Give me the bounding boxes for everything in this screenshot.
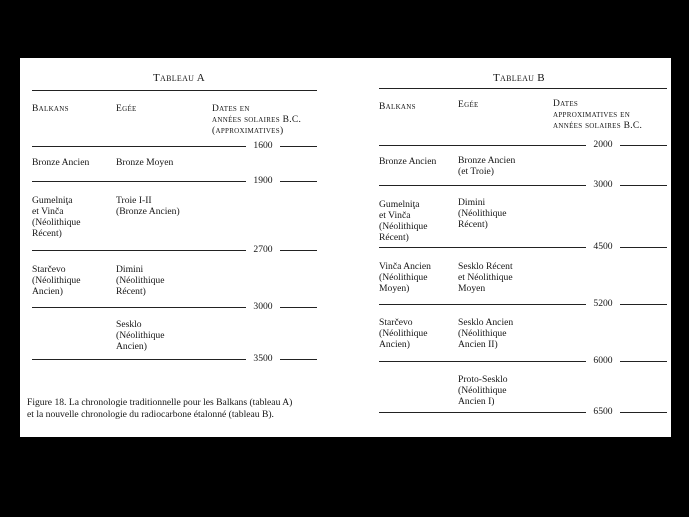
- table-a-date: 1600: [246, 140, 280, 151]
- table-b-row4-egee: Sesklo Ancien (Néolithique Ancien II): [458, 317, 514, 350]
- table-b-row1-egee: Bronze Ancien (et Troie): [458, 155, 516, 177]
- table-a-date: 2700: [246, 244, 280, 255]
- table-a-header-balkans: Balkans: [32, 104, 69, 114]
- document-page: [20, 58, 671, 437]
- table-a-date: 3000: [246, 301, 280, 312]
- table-a-row2-egee: Troie I-II (Bronze Ancien): [116, 195, 180, 217]
- table-b-header-balkans: Balkans: [379, 102, 416, 112]
- table-b-row3-egee: Sesklo Récent et Néolithique Moyen: [458, 261, 513, 294]
- table-a-row2-balkans: Gumelniţa et Vinča (Néolithique Récent): [32, 195, 81, 239]
- table-a-row1-egee: Bronze Moyen: [116, 157, 174, 168]
- table-b-row4-balkans: Starčevo (Néolithique Ancien): [379, 317, 428, 350]
- table-b-row5-egee: Proto-Sesklo (Néolithique Ancien I): [458, 374, 508, 407]
- table-b-date: 4500: [586, 241, 620, 252]
- table-b-date: 6000: [586, 355, 620, 366]
- table-a-top-rule: [32, 90, 317, 91]
- table-b-row2-balkans: Gumelniţa et Vinča (Néolithique Récent): [379, 199, 428, 243]
- table-b-date: 6500: [586, 406, 620, 417]
- table-a-row3-balkans: Starčevo (Néolithique Ancien): [32, 264, 81, 297]
- table-b-date: 5200: [586, 298, 620, 309]
- table-b-date-rule: [379, 247, 667, 248]
- table-a-date: 3500: [246, 353, 280, 364]
- table-b-row1-balkans: Bronze Ancien: [379, 156, 437, 167]
- table-a-row1-balkans: Bronze Ancien: [32, 157, 90, 168]
- table-b-date-rule: [379, 361, 667, 362]
- table-b-date-rule: [379, 412, 667, 413]
- table-a-header-egee: Egée: [116, 104, 137, 114]
- table-b-date: 2000: [586, 139, 620, 150]
- table-b-date-rule: [379, 145, 667, 146]
- table-b-date-rule: [379, 185, 667, 186]
- table-b-date: 3000: [586, 179, 620, 190]
- table-a-row3-egee: Dimini (Néolithique Récent): [116, 264, 165, 297]
- table-b-header-egee: Egée: [458, 100, 479, 110]
- table-b-row3-balkans: Vinča Ancien (Néolithique Moyen): [379, 261, 431, 294]
- table-a-header-dates: Dates en années solaires B.C. (approximatives): [212, 104, 302, 136]
- table-b-header-dates: Dates approximatives en années solaires B.C.: [553, 99, 643, 131]
- table-b-title: Tableau B: [493, 72, 545, 84]
- table-a-row4-egee: Sesklo (Néolithique Ancien): [116, 319, 165, 352]
- table-a-title: Tableau A: [153, 72, 205, 84]
- table-a-date: 1900: [246, 175, 280, 186]
- figure-caption: Figure 18. La chronologie traditionnelle pour les Balkans (tableau A) et la nouvelle chronologie du radiocarbone étalonné (tableau B).: [27, 397, 293, 420]
- table-b-date-rule: [379, 304, 667, 305]
- table-b-row2-egee: Dimini (Néolithique Récent): [458, 197, 507, 230]
- table-b-top-rule: [379, 88, 667, 89]
